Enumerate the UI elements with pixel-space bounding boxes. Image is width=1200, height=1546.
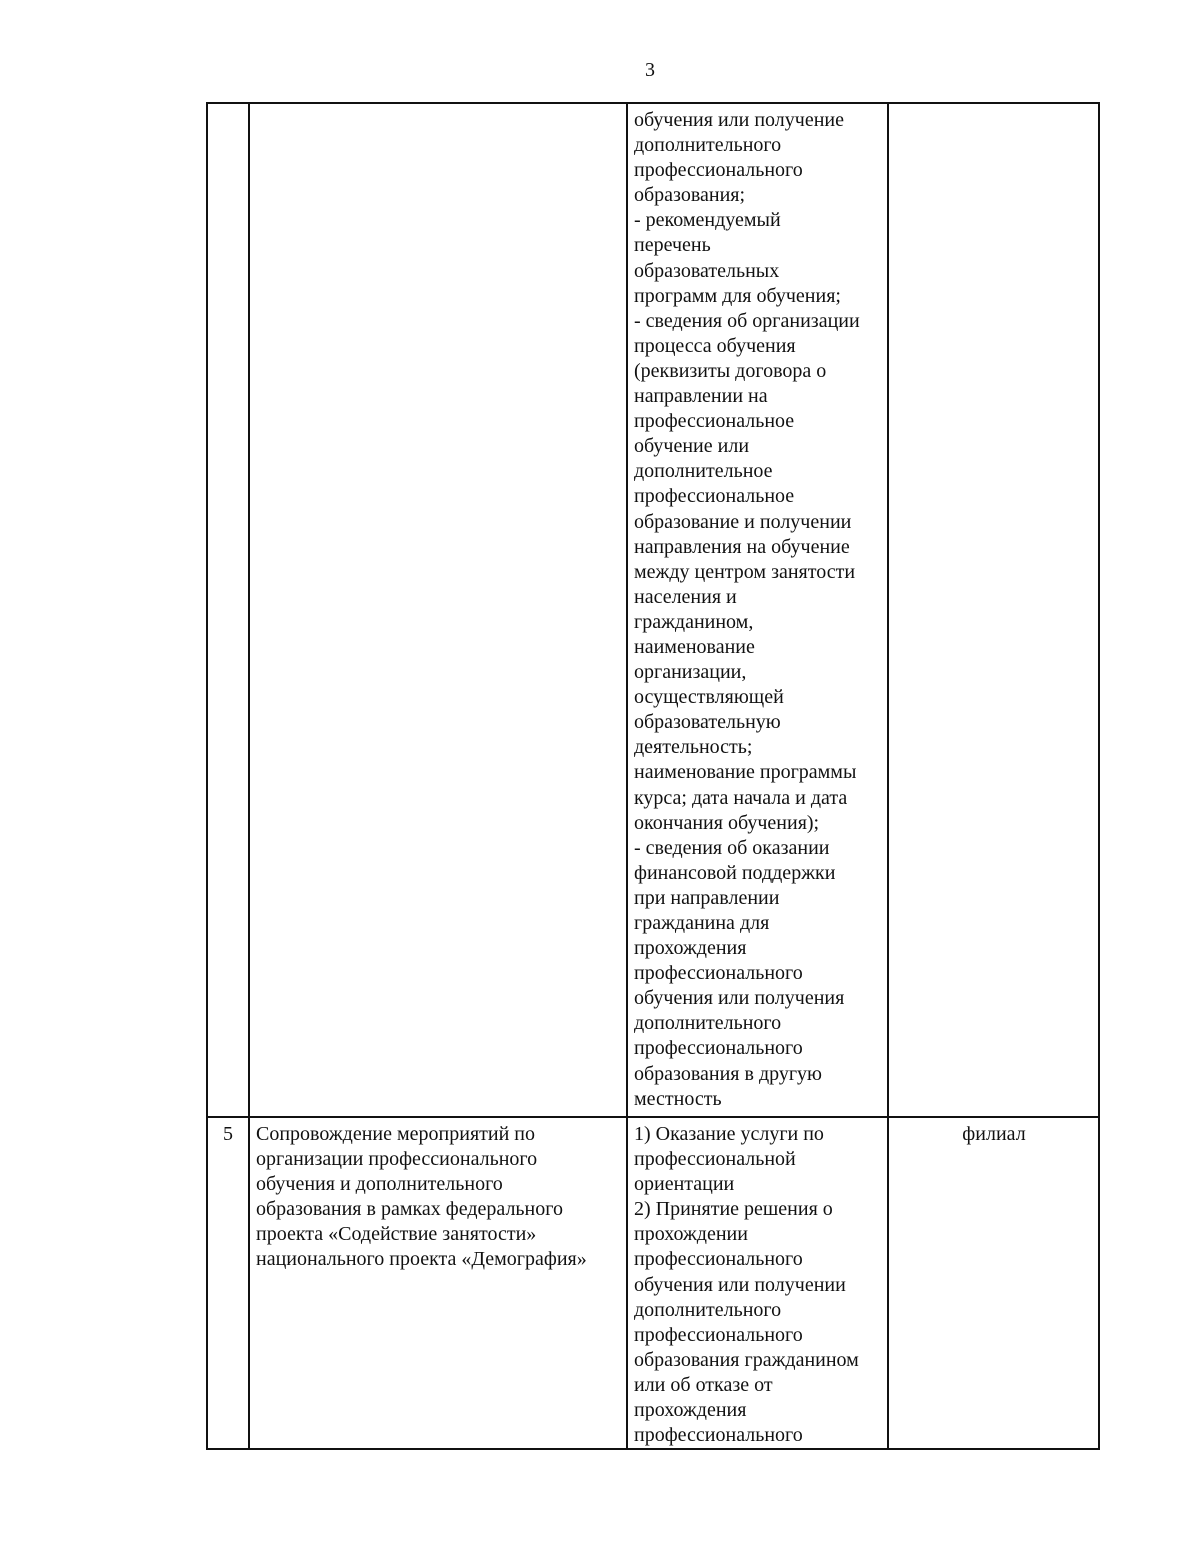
content-line: - рекомендуемый [634, 209, 781, 232]
activity-cell [249, 103, 627, 1117]
content-line: или об отказе от [634, 1373, 773, 1396]
row-number-cell [207, 103, 249, 1117]
content-line: направления на обучение [634, 535, 850, 558]
content-line: при направлении [634, 886, 780, 909]
content-line: наименование [634, 635, 755, 658]
content-line: образовательную [634, 711, 781, 734]
content-line: процесса обучения [634, 334, 796, 357]
content-line: 2) Принятие решения о [634, 1198, 833, 1221]
content-line: программ для обучения; [634, 284, 841, 307]
content-line: окончания обучения); [634, 811, 820, 834]
content-line: ориентации [634, 1173, 735, 1196]
content-line: профессиональной [634, 1148, 796, 1171]
row-number-cell: 5 [207, 1117, 249, 1449]
page-number: 3 [645, 59, 655, 81]
content-line: образование и получении [634, 510, 852, 533]
content-line: обучения или получении [634, 1273, 846, 1296]
content-line: профессионального [634, 1424, 803, 1447]
content-line: образования гражданином [634, 1348, 859, 1371]
activity-cell [249, 1117, 627, 1449]
content-line: прохождения [634, 1399, 747, 1422]
content-line: обучения или получения [634, 987, 845, 1010]
content-line: местность [634, 1087, 722, 1110]
content-line: дополнительного [634, 1298, 782, 1321]
content-line: обучение или [634, 435, 750, 458]
content-line: наименование программы [634, 761, 857, 784]
content-line: образовательных [634, 259, 780, 282]
activity-line: обучения и дополнительного [256, 1173, 503, 1196]
content-line: профессионального [634, 962, 803, 985]
content-cell [627, 1117, 888, 1449]
content-line: перечень [634, 234, 711, 257]
content-line: организации, [634, 661, 747, 684]
table-row-continued [207, 103, 1099, 1117]
content-line: профессионального [634, 1037, 803, 1060]
activity-line: проекта «Содействие занятости» [256, 1223, 537, 1246]
content-line: деятельность; [634, 736, 753, 759]
content-line: профессиональное [634, 410, 795, 433]
content-line: курса; дата начала и дата [634, 786, 848, 809]
content-line: между центром занятости [634, 560, 856, 583]
activity-line: национального проекта «Демография» [256, 1248, 587, 1271]
executor-cell [888, 103, 1099, 1117]
content-line: населения и [634, 585, 737, 608]
content-line: осуществляющей [634, 686, 784, 709]
content-line: гражданина для [634, 912, 770, 934]
executor-cell: филиал [888, 1117, 1099, 1449]
content-line: профессиональное [634, 485, 795, 508]
content-line: профессионального [634, 1323, 803, 1346]
content-line: 1) Оказание услуги по [634, 1123, 824, 1145]
content-line: дополнительного [634, 134, 782, 157]
content-line: дополнительное [634, 460, 773, 483]
table-row-5 [207, 1117, 1099, 1449]
content-line: прохождении [634, 1223, 748, 1246]
content-line: образования в другую [634, 1062, 822, 1085]
content-line: гражданином, [634, 610, 754, 633]
content-line: профессионального [634, 1248, 803, 1271]
activity-line: Сопровождение мероприятий по [256, 1123, 535, 1145]
content-line: прохождения [634, 937, 747, 960]
activity-line: образования в рамках федерального [256, 1198, 563, 1221]
content-line: (реквизиты договора о [634, 359, 827, 382]
content-line: финансовой поддержки [634, 861, 836, 884]
procedures-table [206, 102, 1100, 1450]
content-line: обучения или получение [634, 109, 844, 131]
content-line: - сведения об организации [634, 309, 860, 332]
content-line: дополнительного [634, 1012, 782, 1035]
activity-line: организации профессионального [256, 1148, 538, 1171]
content-line: направлении на [634, 385, 768, 408]
content-line: образования; [634, 184, 746, 207]
content-line: - сведения об оказании [634, 836, 830, 859]
content-cell [627, 103, 888, 1117]
content-line: профессионального [634, 159, 803, 182]
